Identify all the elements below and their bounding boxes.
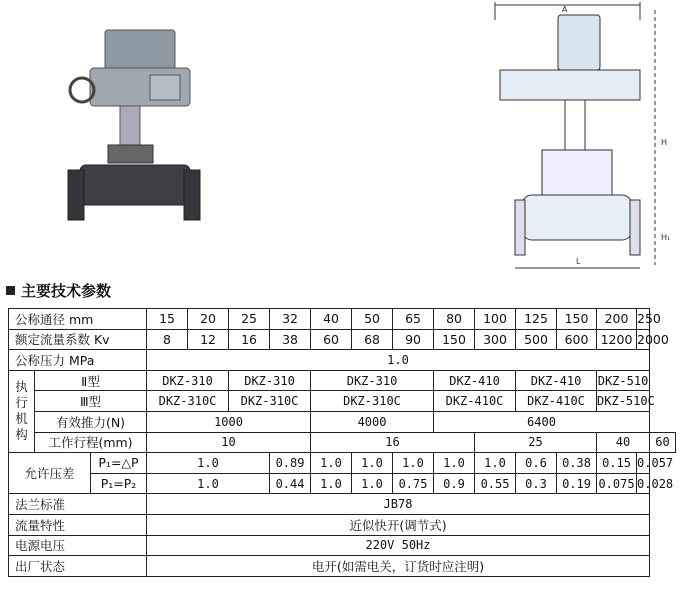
table-cell: 2000 (637, 329, 650, 350)
table-cell: 1200 (597, 329, 637, 350)
table-row-pn (9, 350, 676, 371)
row-label: 额定流量系数 Kv (9, 329, 147, 350)
row-label: 法兰标准 (9, 494, 147, 515)
dimension-drawing (480, 0, 680, 275)
table-cell: 0.89 (270, 453, 311, 474)
table-cell: 0.075 (597, 473, 637, 494)
group-char: 机 (15, 411, 28, 427)
table-row-p1 (9, 453, 676, 474)
table-cell: 150 (557, 309, 597, 330)
table-cell: DKZ-310C (229, 391, 311, 412)
table-cell: 32 (270, 309, 311, 330)
table-row-p2 (9, 473, 676, 494)
group-char: 行 (15, 395, 28, 411)
table-cell: DKZ-310C (147, 391, 229, 412)
table-cell: DKZ-510 (597, 370, 650, 391)
actuator-group-label (9, 370, 35, 452)
table-cell: 15 (147, 309, 188, 330)
row-label: 公称通径 mm (9, 309, 147, 330)
table-row-thrust (9, 411, 676, 432)
table-cell: 0.3 (516, 473, 557, 494)
table-cell: 300 (475, 329, 516, 350)
table-cell: 38 (270, 329, 311, 350)
table-cell: 1.0 (147, 350, 650, 371)
table-cell: 1.0 (475, 453, 516, 474)
table-cell: 4000 (311, 411, 434, 432)
row-label: 公称压力 MPa (9, 350, 147, 371)
table-cell: 0.9 (434, 473, 475, 494)
table-cell: 1.0 (393, 453, 434, 474)
table-cell: 125 (516, 309, 557, 330)
dim-a-label: A (562, 5, 568, 14)
table-cell: 8 (147, 329, 188, 350)
table-cell: 0.057 (637, 453, 650, 474)
table-cell: 0.6 (516, 453, 557, 474)
table-cell: DKZ-410C (516, 391, 597, 412)
table-row-flange (9, 494, 676, 515)
table-cell: DKZ-410C (434, 391, 516, 412)
table-cell: 1000 (147, 411, 311, 432)
table-cell: 220V 50Hz (147, 535, 650, 556)
table-cell: 16 (311, 432, 475, 453)
table-cell: DKZ-310 (229, 370, 311, 391)
dim-h-label: H (661, 138, 668, 147)
table-cell: 20 (188, 309, 229, 330)
table-cell: 1.0 (311, 473, 352, 494)
table-row-type2 (9, 370, 676, 391)
row-label: 有效推力(N) (35, 411, 147, 432)
table-cell: 68 (352, 329, 393, 350)
table-cell: 1.0 (434, 453, 475, 474)
table-cell: 60 (311, 329, 352, 350)
table-cell: 0.38 (557, 453, 597, 474)
valve-photo (60, 30, 230, 230)
table-cell: 25 (475, 432, 597, 453)
row-label: Ⅲ型 (35, 391, 147, 412)
table-cell: 0.15 (597, 453, 637, 474)
table-cell: 0.028 (637, 473, 650, 494)
table-cell: 0.19 (557, 473, 597, 494)
spec-table (8, 308, 676, 577)
table-cell: 65 (393, 309, 434, 330)
row-label: 工作行程(mm) (35, 432, 147, 453)
allow-group-label: 允许压差 (9, 453, 91, 494)
table-cell: 80 (434, 309, 475, 330)
row-label: P₁=P₂ (91, 473, 147, 494)
table-row-power (9, 535, 676, 556)
table-cell: 50 (352, 309, 393, 330)
table-row-kv (9, 329, 676, 350)
table-cell: DKZ-410 (516, 370, 597, 391)
row-label: P₁=△P (91, 453, 147, 474)
row-label: 电源电压 (9, 535, 147, 556)
table-cell: 电开(如需电关，订货时应注明) (147, 556, 650, 577)
group-char: 构 (15, 427, 28, 443)
table-cell: 600 (557, 329, 597, 350)
section-title-text: 主要技术参数 (21, 282, 112, 300)
table-cell: 0.44 (270, 473, 311, 494)
table-row-flow (9, 514, 676, 535)
table-cell: 200 (597, 309, 637, 330)
table-cell: 25 (229, 309, 270, 330)
table-cell: 500 (516, 329, 557, 350)
table-cell: 16 (229, 329, 270, 350)
table-cell: 1.0 (352, 453, 393, 474)
table-cell: 12 (188, 329, 229, 350)
table-cell: DKZ-310 (147, 370, 229, 391)
table-cell: 250 (637, 309, 650, 330)
table-cell: 1.0 (311, 453, 352, 474)
table-row-status (9, 556, 676, 577)
row-label: 出厂状态 (9, 556, 147, 577)
table-cell: 近似快开(调节式) (147, 514, 650, 535)
table-row-dn (9, 309, 676, 330)
bullet-square-icon (6, 286, 15, 295)
table-cell: DKZ-310C (311, 391, 434, 412)
section-title (6, 280, 111, 301)
table-cell: 150 (434, 329, 475, 350)
table-cell: DKZ-510C (597, 391, 650, 412)
table-cell: 0.75 (393, 473, 434, 494)
table-row-type3 (9, 391, 676, 412)
table-cell: 0.55 (475, 473, 516, 494)
table-cell: 10 (147, 432, 311, 453)
dim-l-label: L (576, 257, 581, 266)
table-cell: 1.0 (147, 473, 270, 494)
row-label: 流量特性 (9, 514, 147, 535)
table-cell: 90 (393, 329, 434, 350)
table-cell: DKZ-410 (434, 370, 516, 391)
table-cell: 1.0 (352, 473, 393, 494)
group-char: 执 (15, 379, 28, 395)
table-cell: 60 (650, 432, 676, 453)
table-cell: 40 (311, 309, 352, 330)
table-row-stroke (9, 432, 676, 453)
table-cell: DKZ-310 (311, 370, 434, 391)
table-cell: 100 (475, 309, 516, 330)
table-cell: JB78 (147, 494, 650, 515)
table-cell: 1.0 (147, 453, 270, 474)
row-label: Ⅱ型 (35, 370, 147, 391)
dim-h1-label: H₁ (661, 233, 671, 242)
table-cell: 6400 (434, 411, 650, 432)
table-cell: 40 (597, 432, 650, 453)
